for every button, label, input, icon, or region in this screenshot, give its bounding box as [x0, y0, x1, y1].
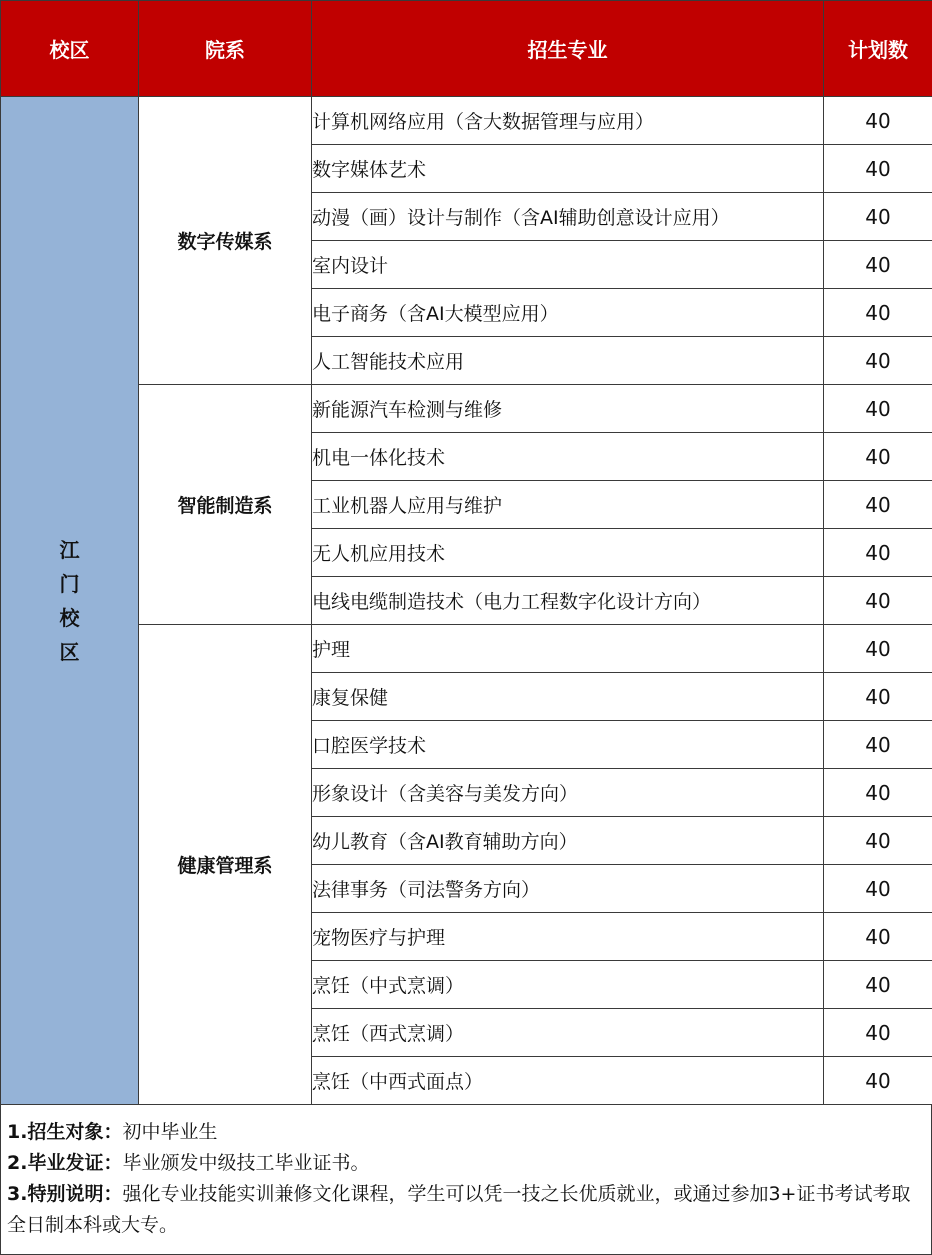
major-name: 无人机应用技术	[312, 529, 824, 577]
major-name: 形象设计（含美容与美发方向）	[312, 769, 824, 817]
plan-count: 40	[824, 769, 932, 817]
major-name: 口腔医学技术	[312, 721, 824, 769]
header-campus: 校区	[1, 1, 139, 97]
major-name: 室内设计	[312, 241, 824, 289]
major-name: 机电一体化技术	[312, 433, 824, 481]
plan-count: 40	[824, 577, 932, 625]
table-row	[1, 97, 932, 145]
note-special	[1, 1179, 931, 1241]
major-name: 法律事务（司法警务方向）	[312, 865, 824, 913]
table-row	[1, 385, 932, 433]
major-name: 烹饪（中式烹调）	[312, 961, 824, 1009]
note-label: 2.毕业发证：	[7, 1152, 123, 1174]
plan-count: 40	[824, 145, 932, 193]
plan-count: 40	[824, 193, 932, 241]
plan-count: 40	[824, 625, 932, 673]
plan-count: 40	[824, 1009, 932, 1057]
major-name: 电子商务（含AI大模型应用）	[312, 289, 824, 337]
major-name: 电线电缆制造技术（电力工程数字化设计方向）	[312, 577, 824, 625]
header-row	[1, 1, 932, 97]
department-health-management: 健康管理系	[139, 625, 312, 1105]
plan-count: 40	[824, 721, 932, 769]
major-name: 烹饪（中西式面点）	[312, 1057, 824, 1105]
note-target-students	[1, 1105, 931, 1148]
major-name: 康复保健	[312, 673, 824, 721]
department-digital-media: 数字传媒系	[139, 97, 312, 385]
campus-char: 校	[59, 605, 80, 630]
plan-count: 40	[824, 385, 932, 433]
table-row	[1, 625, 932, 673]
major-name: 工业机器人应用与维护	[312, 481, 824, 529]
plan-count: 40	[824, 865, 932, 913]
major-name: 人工智能技术应用	[312, 337, 824, 385]
plan-count: 40	[824, 289, 932, 337]
note-certificate	[1, 1148, 931, 1179]
notes-section	[0, 1105, 932, 1255]
header-major: 招生专业	[312, 1, 824, 97]
note-label: 3.特别说明：	[7, 1183, 123, 1205]
campus-char: 门	[59, 571, 80, 596]
plan-count: 40	[824, 673, 932, 721]
note-text: 毕业颁发中级技工毕业证书。	[122, 1152, 370, 1174]
major-name: 幼儿教育（含AI教育辅助方向）	[312, 817, 824, 865]
major-name: 护理	[312, 625, 824, 673]
major-name: 计算机网络应用（含大数据管理与应用）	[312, 97, 824, 145]
header-department: 院系	[139, 1, 312, 97]
campus-char: 区	[59, 639, 80, 664]
major-name: 宠物医疗与护理	[312, 913, 824, 961]
plan-count: 40	[824, 433, 932, 481]
header-plan-count: 计划数	[824, 1, 932, 97]
note-text: 初中毕业生	[122, 1121, 218, 1143]
campus-char: 江	[59, 537, 80, 562]
plan-count: 40	[824, 529, 932, 577]
department-smart-manufacturing: 智能制造系	[139, 385, 312, 625]
note-label: 1.招生对象：	[7, 1121, 123, 1143]
note-text: 强化专业技能实训兼修文化课程，学生可以凭一技之长优质就业，或通过参加3+证书考试考取全日制本科或大专。	[7, 1183, 911, 1236]
plan-count: 40	[824, 913, 932, 961]
campus-cell	[1, 97, 139, 1105]
plan-count: 40	[824, 241, 932, 289]
plan-count: 40	[824, 97, 932, 145]
major-name: 数字媒体艺术	[312, 145, 824, 193]
major-name: 新能源汽车检测与维修	[312, 385, 824, 433]
plan-count: 40	[824, 481, 932, 529]
major-name: 烹饪（西式烹调）	[312, 1009, 824, 1057]
plan-count: 40	[824, 1057, 932, 1105]
plan-count: 40	[824, 337, 932, 385]
major-name: 动漫（画）设计与制作（含AI辅助创意设计应用）	[312, 193, 824, 241]
plan-count: 40	[824, 817, 932, 865]
plan-count: 40	[824, 961, 932, 1009]
